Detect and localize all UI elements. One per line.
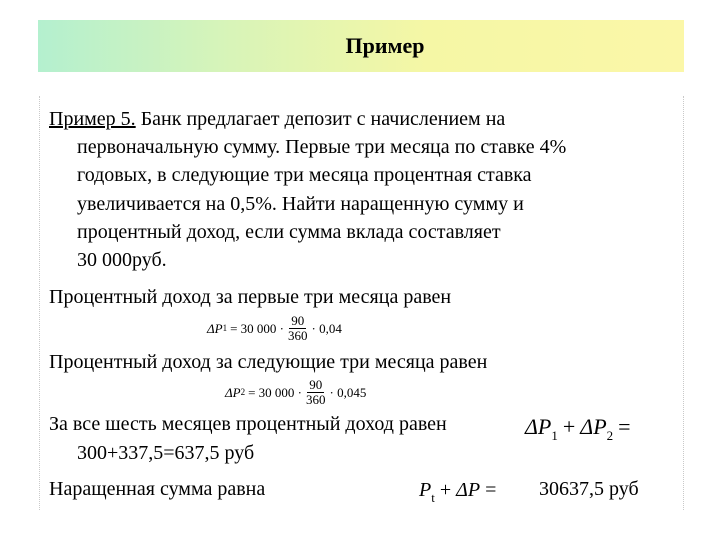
step2-formula [225,378,366,407]
problem-line-1-text: Банк предлагает депозит с начислением на [135,108,506,130]
step3-text: За все шесть месяцев процентный доход равен [49,413,447,435]
problem-line-3: годовых, в следующие три месяца процентная ставка [77,164,532,186]
step4-eq: = [485,479,497,501]
step4-result: 30637,5 руб [539,478,639,500]
step2-eq: = 30 000 · [248,385,302,400]
problem-line-2: первоначальную сумму. Первые три месяца по ставке 4% [77,136,567,158]
right-dotted-border [683,96,684,510]
step4-term1: P [419,479,432,501]
problem-label: Пример 5. [49,108,136,130]
step2-fraction [304,378,328,407]
left-dotted-border [39,96,40,510]
step3-eq: = [618,414,631,439]
step2-lhs-sub: 2 [240,387,246,397]
slide-header [38,20,684,72]
step3-plus: + [562,414,576,439]
step1-lhs-sub: 1 [222,323,228,333]
step4-formula [419,478,501,510]
step3-term1-sub: 1 [551,428,558,443]
step3-term2-sub: 2 [606,428,614,443]
slide-title: Пример [345,33,425,58]
step1-denominator: 360 [288,328,308,343]
problem-line-6: 30 000руб. [77,249,167,271]
step4-plus: + [439,479,452,501]
step2-tail: · 0,045 [329,385,367,400]
step3-term1: ΔP [525,414,552,439]
step1-fraction [286,314,310,343]
step1-tail: · 0,04 [311,321,342,336]
step3-result: 300+337,5=637,5 руб [77,442,255,464]
step1-text: Процентный доход за первые три месяца равен [49,286,452,308]
step4-term1-sub: t [431,490,435,505]
step2-text: Процентный доход за следующие три месяца равен [49,351,488,373]
step2-denominator: 360 [306,392,326,407]
step2-numerator: 90 [309,377,323,392]
step1-formula [207,314,342,343]
step4-term2: ΔP [456,479,481,501]
step3-formula [525,414,636,448]
step1-lhs: ΔP [207,321,223,336]
problem-line-5: процентный доход, если сумма вклада составляет [77,221,501,243]
step1-numerator: 90 [291,313,305,328]
step1-eq: = 30 000 · [230,321,284,336]
step4-text: Наращенная сумма равна [49,478,266,500]
step3-term2: ΔP [580,414,607,439]
step2-lhs: ΔP [225,385,241,400]
problem-line-4: увеличивается на 0,5%. Найти наращенную сумму и [77,193,524,215]
problem-line-1 [49,107,505,132]
